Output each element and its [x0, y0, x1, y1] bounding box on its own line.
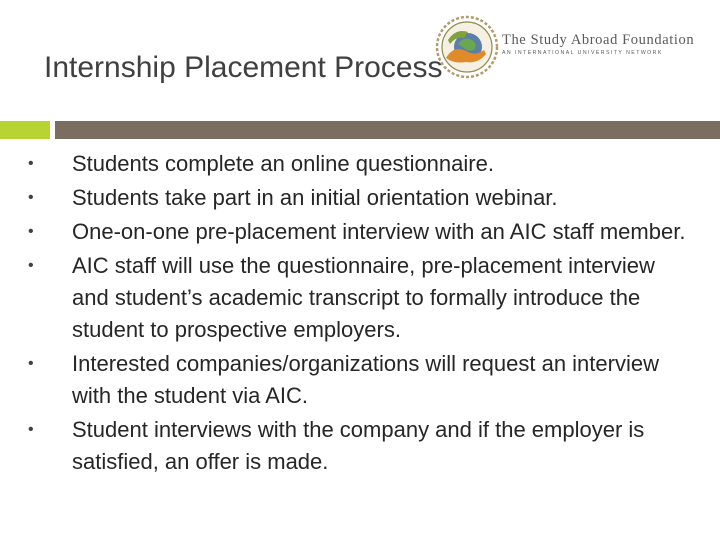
slide-title: Internship Placement Process [44, 51, 443, 84]
foundation-logo [432, 14, 718, 84]
bullet-dot-icon: • [28, 155, 34, 172]
bullet-text: Interested companies/organizations will request an interview with the student via AIC. [72, 351, 659, 408]
bullet-dot-icon: • [28, 355, 34, 372]
divider-bar [55, 121, 720, 139]
bullet-text: Students take part in an initial orientation webinar. [72, 185, 558, 210]
bullet-text: Students complete an online questionnaire. [72, 151, 494, 176]
logo-name: The Study Abroad Foundation [502, 32, 695, 48]
bullet-dot-icon: • [28, 189, 34, 206]
bullet-text: One-on-one pre-placement interview with an AIC staff member. [72, 219, 686, 244]
bullet-item [28, 216, 688, 248]
bullet-dot-icon: • [28, 421, 34, 438]
bullet-item [28, 182, 688, 214]
bullet-dot-icon: • [28, 223, 34, 240]
bullet-item [28, 414, 688, 478]
logo-tagline: AN INTERNATIONAL UNIVERSITY NETWORK [502, 50, 663, 56]
hands-globe-emblem-icon [434, 14, 500, 80]
bullet-text: AIC staff will use the questionnaire, pre-placement interview and student’s academic transcript to formally introduce the student to prospective employers. [72, 253, 655, 342]
bullet-item [28, 250, 688, 346]
bullet-text: Student interviews with the company and if the employer is satisfied, an offer is made. [72, 417, 645, 474]
bullet-dot-icon: • [28, 257, 34, 274]
bullet-item [28, 348, 688, 412]
bullet-item [28, 148, 688, 180]
divider-accent [0, 121, 50, 139]
bullet-list [28, 148, 688, 480]
